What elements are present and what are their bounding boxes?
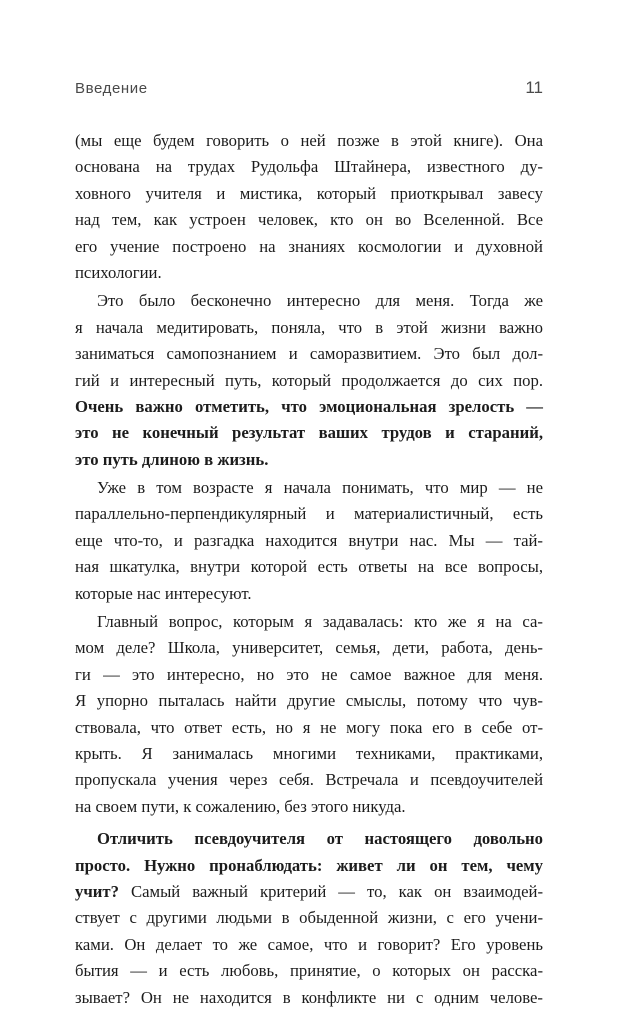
text-line: заниматься самопознанием и саморазвитием. Это был дол-: [75, 344, 543, 364]
text-line: ги — это интересно, но это не самое важное для меня.: [75, 664, 543, 684]
text-line: которые нас интересуют.: [75, 583, 252, 603]
text-line: гий и интересный путь, который продолжается до сих пор.: [75, 370, 543, 390]
text-line: Уже в том возрасте я начала понимать, что мир — не: [97, 478, 543, 498]
text-line: его учение построено на знаниях космологии и духовной: [75, 236, 543, 256]
running-header: [75, 78, 543, 104]
text-line: ховного учителя и мистика, который приоткрывал завесу: [75, 183, 543, 203]
page-body: [75, 128, 543, 1011]
section-title: Введение: [75, 80, 148, 97]
text-line: Очень важно отметить, что эмоциональная зрелость —: [75, 396, 543, 416]
text-line: еще что-то, и разгадка находится внутри нас. Мы — тай-: [75, 530, 543, 550]
text-line: основана на трудах Рудольфа Штайнера, известного ду-: [75, 157, 543, 177]
text-line: психологии.: [75, 262, 162, 282]
text-line: параллельно-перпендикулярный и материалистичный, есть: [75, 504, 543, 524]
text-line: пропускала учения через себя. Встречала и псевдоучителей: [75, 770, 543, 790]
text-line-mixed: [75, 879, 543, 905]
emphasis-paragraph: [75, 394, 543, 473]
text-line: ная шкатулка, внутри которой есть ответы на все вопросы,: [75, 557, 543, 577]
text-line: ствовала, что ответ есть, но я не могу пока его в себе от-: [75, 717, 543, 737]
paragraph: [75, 475, 543, 607]
page-number: 11: [525, 78, 543, 97]
paragraph: [75, 288, 543, 394]
text-line: мом деле? Школа, университет, семья, дети, работа, день-: [75, 638, 543, 658]
text-line: ками. Он делает то же самое, что и говорит? Его уровень: [75, 934, 543, 954]
text-line: крыть. Я занималась многими техниками, практиками,: [75, 743, 543, 763]
text-line: я начала медитировать, поняла, что в этой жизни важно: [75, 317, 543, 337]
text-line: бытия — и есть любовь, принятие, о которых он расска-: [75, 961, 543, 981]
text-line: просто. Нужно пронаблюдать: живет ли он тем, чему: [75, 855, 543, 875]
text-line: Я упорно пыталась найти другие смыслы, потому что чув-: [75, 691, 543, 711]
text-line: Главный вопрос, которым я задавалась: кто же я на са-: [97, 612, 543, 632]
text-fragment: Самый важный критерий — то, как он взаимодей-: [130, 881, 543, 901]
text-line: это не конечный результат ваших трудов и стараний,: [75, 423, 543, 443]
text-line: зывает? Он не находится в конфликте ни с одним челове-: [75, 987, 543, 1007]
text-line: Это было бесконечно интересно для меня. Тогда же: [97, 291, 543, 311]
text-line: Отличить псевдоучителя от настоящего довольно: [97, 829, 543, 849]
paragraph: [75, 826, 543, 1011]
paragraph: [75, 609, 543, 820]
text-line: ствует с другими людьми в обыденной жизни, с его учени-: [75, 908, 543, 928]
text-line: это путь длиною в жизнь.: [75, 449, 269, 469]
paragraph: [75, 128, 543, 286]
text-line: над тем, как устроен человек, кто он во Вселенной. Все: [75, 210, 543, 230]
text-line: на своем пути, к сожалению, без этого никуда.: [75, 796, 406, 816]
bold-fragment: учит?: [75, 881, 119, 901]
text-line: (мы еще будем говорить о ней позже в этой книге). Она: [75, 131, 543, 150]
